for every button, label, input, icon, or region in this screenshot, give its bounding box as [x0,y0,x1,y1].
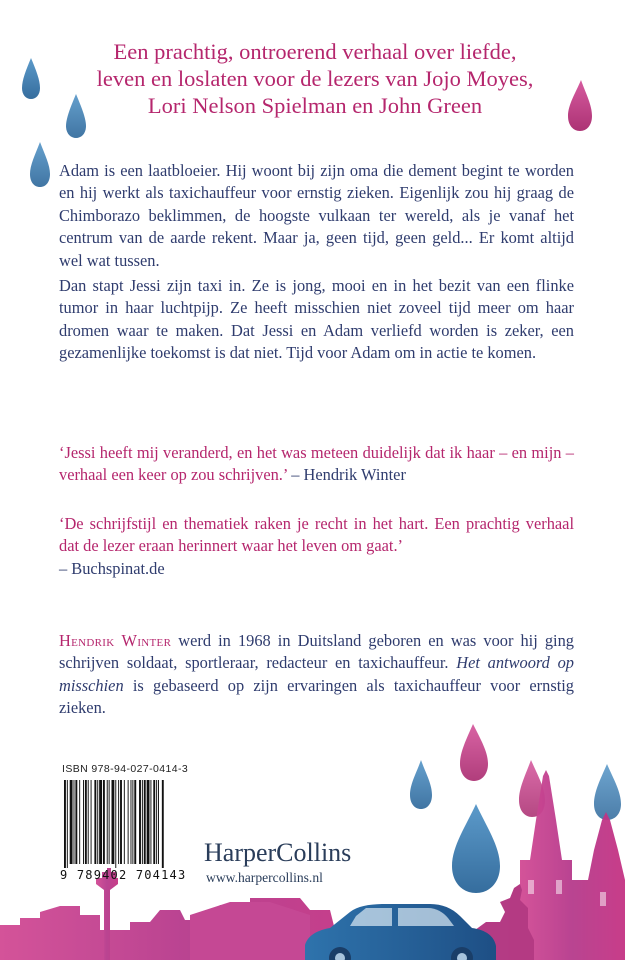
barcode-bar [118,780,119,864]
raindrop-icon [410,760,432,809]
barcode-bar [70,780,73,864]
barcode-bar [88,780,89,864]
raindrop-icon [30,142,50,187]
raindrop-icon [22,58,40,99]
barcode-bar [74,780,75,864]
quote-attribution: – Buchspinat.de [59,558,165,578]
raindrop-icon [594,764,621,820]
tagline-line: leven en loslaten voor de lezers van Jojo Moyes, [96,66,534,91]
barcode-bar [64,780,66,868]
quote-author [59,442,574,487]
quote-review [59,513,574,580]
raindrop-icon [568,80,592,131]
barcode-bar [162,780,164,868]
raindrop-icon [460,724,488,781]
barcode-bar [153,780,155,864]
barcode-bar [103,780,105,864]
barcode-bar [131,780,132,864]
barcode-bar [85,780,87,864]
barcode-bar [99,780,102,864]
quote-text: ‘De schrijfstijl en thematiek raken je recht in het hart. Een prachtig verhaal dat de lezer eraan herinnert waar het leven om gaat.’ [59,514,574,556]
barcode-bar [142,780,143,864]
quote-text: ‘Jessi heeft mij veranderd, en het was meteen duidelijk dat ik haar – en mijn – verhaal een keer op zou schrijven.’ [59,443,574,485]
barcode-bar [150,780,151,864]
barcode-bar [91,780,92,864]
isbn-label: ISBN 978-94-027-0414-3 [62,763,189,775]
author-bio [59,630,574,720]
skyline-building-middle [190,902,310,960]
barcode-bar [67,780,68,868]
raindrop-icon [452,804,500,893]
publisher-logo: HarperCollins [204,838,352,867]
barcode-bar [120,780,122,864]
barcode-bar [75,780,77,864]
blurb-paragraph-2: Dan stapt Jessi zijn taxi in. Ze is jong, mooi en in het bezit van een flinke tumor in haar luchtpijp. Ze heeft misschien niet zoveel tijd meer om haar dromen waar te maken. Dat Jessi en Adam verliefd worden is zeker, een gezamenlijke toekomst is dat niet. Tijd voor Adam om in actie te komen. [59,276,574,363]
blurb-paragraph-1: Adam is een laatbloeier. Hij woont bij zijn oma die dement begint te worden en hij werkt als taxichauffeur voor ernstig zieken. Eigenlijk zou hij graag de Chimborazo beklimmen, de hoogste vulkaan ter wereld, als je vanaf het centrum van de aarde rekent. Maar ja, geen tijd, geen geld... Er komt altijd wel wat tussen. [59,161,574,270]
barcode-bar [83,780,84,864]
barcode-bar [144,780,146,864]
barcode-bar [94,780,96,864]
tagline-line: Een prachtig, ontroerend verhaal over liefde, [113,39,517,64]
barcode-bar [79,780,80,864]
barcode-bar [124,780,125,864]
barcode-bar [156,780,157,864]
publisher-url[interactable]: www.harpercollins.nl [206,870,323,885]
author-bio-text: is gebaseerd op zijn ervaringen als taxichauffeur voor ernstig zieken. [59,675,574,718]
barcode-bar [134,780,136,864]
quote-attribution: – Hendrik Winter [291,465,406,485]
barcode-bar [112,780,115,864]
barcode-bar [128,780,129,864]
barcode [62,780,190,868]
author-bio-text: werd in 1968 in Duitsland geboren en was voor hij ging schrijven soldaat, sportleraar, redacteur en taxichauffeur. [59,631,574,673]
barcode-bar [158,780,159,864]
barcode-bar [132,780,133,864]
car-icon [305,904,496,960]
book-title: Het antwoord op misschien [59,653,574,695]
barcode-bar [97,780,98,864]
tagline-line: Lori Nelson Spielman en John Green [147,93,483,118]
barcode-number: 9 789402 704143 [60,868,187,882]
barcode-bar [147,780,150,864]
tagline [70,38,560,119]
barcode-bar [115,780,116,868]
barcode-bar [109,780,110,864]
author-name: Hendrik Winter [59,631,172,650]
barcode-bar [107,780,108,864]
barcode-bar [139,780,141,864]
